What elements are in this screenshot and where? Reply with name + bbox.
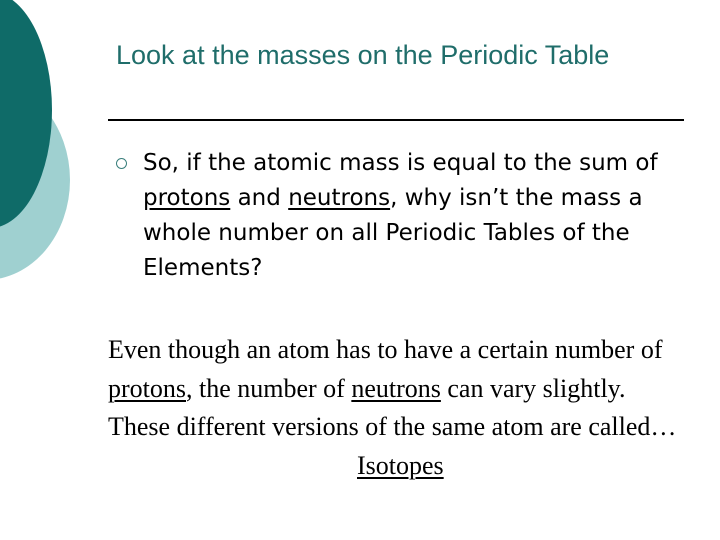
decorative-circles <box>0 0 120 300</box>
bullet-question <box>143 146 676 286</box>
body-text-part1: Even though an atom has to have a certain number of <box>108 335 663 364</box>
bullet-text-part3: , why isn’t the mass a whole number on all Periodic Tables of the Elements? <box>143 185 643 281</box>
body-text-part3: can vary slightly. These different versions of the same atom are called… <box>108 373 677 441</box>
bullet-text-part1: So, if the atomic mass is equal to the sum of <box>143 150 658 176</box>
body-text-part2: , the number of <box>186 373 352 403</box>
bullet-text-part2: and <box>230 185 289 211</box>
explanation-paragraph <box>108 331 678 485</box>
title-divider <box>108 119 684 121</box>
body-neutrons-term: neutrons <box>351 373 441 403</box>
isotopes-answer: Isotopes <box>357 450 444 480</box>
answer-line <box>108 447 678 486</box>
slide-title: Look at the masses on the Periodic Table <box>116 40 610 70</box>
protons-term: protons <box>143 185 231 211</box>
body-protons-term: protons <box>108 373 186 403</box>
neutrons-term: neutrons <box>288 185 391 211</box>
hollow-circle-bullet-icon <box>116 158 127 169</box>
bullet-item <box>116 146 676 286</box>
